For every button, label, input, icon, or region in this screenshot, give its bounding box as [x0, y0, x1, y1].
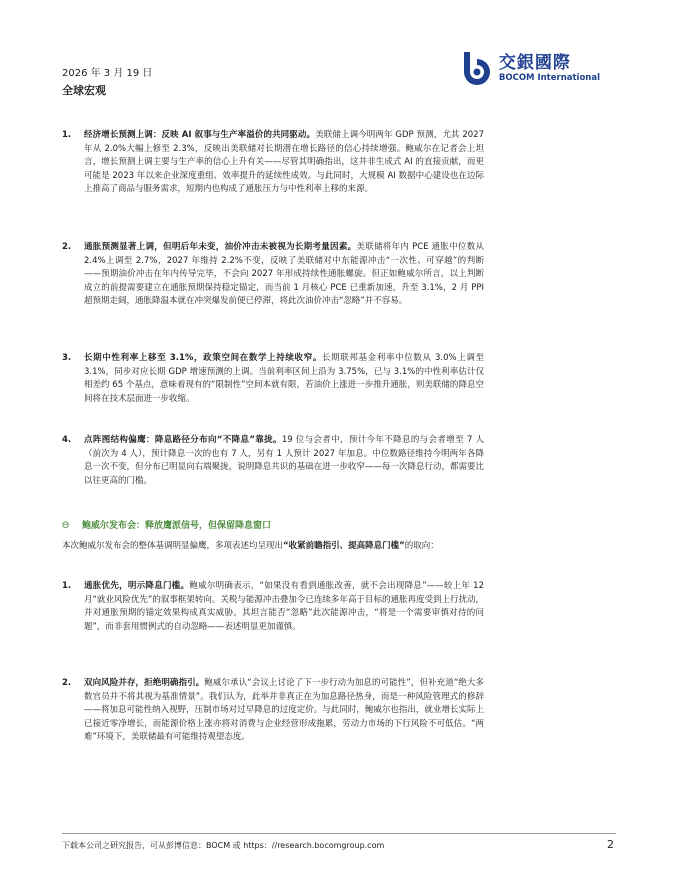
footer-divider — [62, 833, 616, 834]
item-text: 19 位与会者中，预计今年不降息的与会者增至 7 人（前次为 4 人），预计降息一次的也有 7 人，另有 1 人预计 2027 年加息。中位数路径维持今明两年各降息一次不变，但分布已明显向右端聚拢，说明降息共识的基础在进一步收窄——每一次降息行动，都需要比以往更高的门槛。 — [84, 435, 484, 486]
item-title: 经济增长预测上调：反映 AI 叙事与生产率溢价的共同驱动。 — [84, 130, 316, 140]
item-number: 1. — [62, 130, 72, 140]
item-number: 2. — [62, 242, 72, 252]
bocom-logo — [458, 50, 600, 86]
list-item — [62, 352, 484, 406]
item-title: 长期中性利率上移至 3.1%，政策空间在数学上持续收窄。 — [84, 353, 322, 363]
report-date: 2026 年 3 月 19 日 — [62, 68, 153, 79]
item-number: 2. — [62, 678, 72, 688]
bocom-logo-icon — [458, 50, 494, 86]
page-number: 2 — [607, 838, 614, 851]
item-text: 鲍威尔承认“会议上讨论了下一步行动为加息的可能性”，但补充道“绝大多数官员并不将其视为基准情景”。我们认为，此举并非真正在为加息路径热身，而是一种风险管理式的修辞——将加息可能性纳入视野，压制市场对过早降息的过度定价。与此同时，鲍威尔也指出，就业增长实际上已接近零净增长，而能源价格上涨亦将对消费与企业经营形成拖累，劳动力市场的下行风险不可低估。“两难”环境下，美联储最有可能维持观望态度。 — [84, 678, 484, 743]
item-title: 双向风险并存，拒绝明确指引。 — [84, 678, 205, 688]
subsection-marker-icon: Θ — [62, 521, 70, 531]
item-number: 3. — [62, 353, 72, 363]
item-text: 美联储将年内 PCE 通胀中位数从 2.4%上调至 2.7%，2027 年维持 2.2%不变，反映了美联储对中东能源冲击“一次性、可穿越”的判断——预期油价冲击在年内传导完毕，不会向 2027 年形成持续性通胀螺旋。但正如鲍威尔所言，以上判断成立的前提需要建立在通胀预期保持稳定锚定，而当前 1 月核心 PCE 已重新加速，升至 3.1%，2 月 PPI 超预期走阔，通胀降温本就在冲突爆发前便已停滞，将此次油价冲击“忽略”并不容易。 — [84, 242, 484, 307]
subsection-heading — [62, 518, 271, 531]
intro-bold: “收紧前瞻指引、提高降息门槛” — [283, 541, 405, 551]
list-item — [62, 677, 484, 745]
item-number: 4. — [62, 435, 72, 445]
intro-paragraph — [62, 540, 486, 554]
item-title: 点阵图结构偏鹰：降息路径分布向“不降息”靠拢。 — [84, 435, 282, 445]
intro-tail: 的取向： — [404, 541, 439, 551]
list-item — [62, 129, 484, 197]
item-text: 美联储上调今明两年 GDP 预测，尤其 2027 年从 2.0%大幅上修至 2.3%，反映出美联储对长期潜在增长路径的信心持续增强。鲍威尔在记者会上坦言，增长预测上调主要与生产率的信心上升有关——尽管其明确指出，这并非生成式 AI 的直接贡献，而更可能是 2023 年以来企业深度重组、效率提升的延续性成效。与此同时，大规模 AI 数据中心建设也在边际上推高了商品与服务需求，短期内也构成了通胀压力与中性利率上移的来源。 — [84, 130, 484, 195]
list-item — [62, 580, 484, 634]
section-title: 全球宏观 — [62, 84, 106, 97]
logo-english-text: BOCOM International — [498, 72, 600, 83]
item-title: 通胀预测显著上调，但明后年未变，油价冲击未被视为长期考量因素。 — [84, 242, 357, 252]
item-text: 长期联邦基金利率中位数从 3.0%上调至 3.1%，同步对应长期 GDP 增速预测的上调。当前利率区间上沿为 3.75%，已与 3.1%的中性利率估计仅相差约 65 个基点，意味着现有的“限制性”空间本就有限，若油价上涨进一步推升通胀，则美联储的降息空间将在技术层面进一步收缩。 — [84, 353, 484, 404]
subsection-heading-text: 鲍威尔发布会：释放鹰派信号，但保留降息窗口 — [82, 521, 272, 531]
list-item — [62, 241, 484, 309]
logo-chinese-text: 交銀國際 — [498, 52, 571, 73]
item-number: 1. — [62, 581, 72, 591]
footer-text: 下载本公司之研究报告，可从彭博信息：BOCM 或 https：//research.bocomgroup.com — [62, 841, 385, 850]
intro-text: 本次鲍威尔发布会的整体基调明显偏鹰，多项表述均呈现出 — [62, 541, 284, 551]
item-text: 鲍威尔明确表示，“如果没有看到通胀改善，就不会出现降息”——较上年 12 月“就业风险优先”的叙事框架转向。关税与能源冲击叠加令已连续多年高于目标的通胀再度受到上行扰动，并对通胀预期的锚定效果构成真实威胁。其坦言能否“忽略”此次能源冲击，“将是一个需要审慎对待的问题”，而非套用惯例式的自动忽略——表述明显更加谨慎。 — [84, 581, 484, 632]
list-item — [62, 434, 484, 488]
item-title: 通胀优先，明示降息门槛。 — [84, 581, 190, 591]
